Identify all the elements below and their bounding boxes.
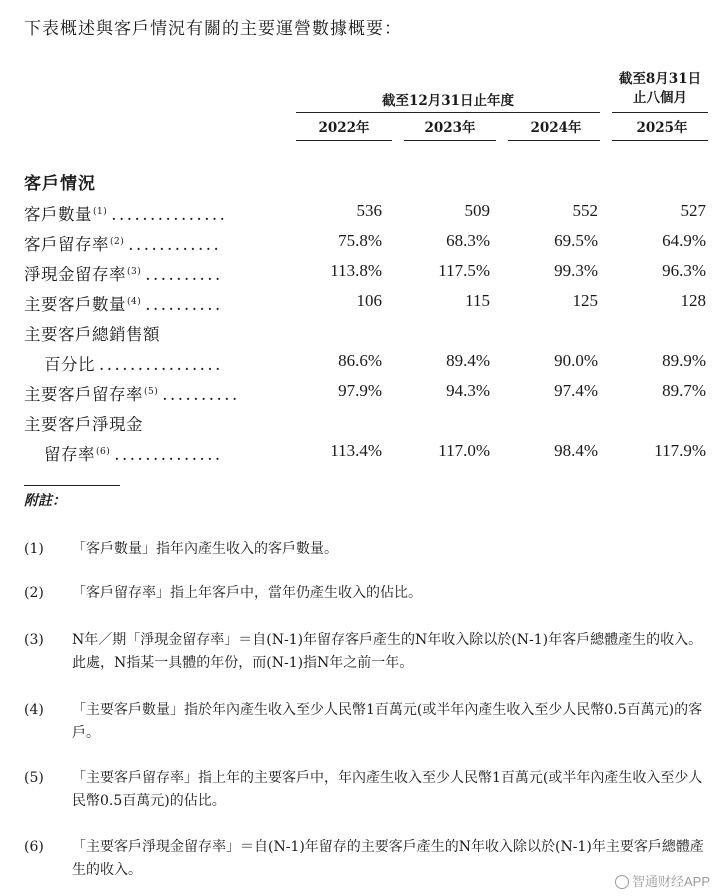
- cell-value: 89.4%: [446, 351, 490, 370]
- cell-value: 69.5%: [554, 231, 598, 250]
- row-label: 客戶留存率$^{(2)}$ ............: [24, 235, 222, 254]
- section-title: 客戶情況: [24, 174, 96, 194]
- note-number: (3): [24, 632, 44, 648]
- cell-value: 96.3%: [662, 261, 706, 280]
- note-text: 「客戶留存率」指上年客戶中，當年仍產生收入的佔比。: [72, 585, 422, 601]
- note-number: (6): [24, 839, 44, 855]
- notes-divider: [24, 485, 120, 486]
- year-rule-2025: [612, 140, 708, 141]
- year-header-2023: 2023年: [424, 120, 476, 136]
- note-text: 「主要客戶數量」指於年內產生收入至少人民幣1百萬元(或半年內產生收入至少人民幣0.5百萬元)的客戶。: [72, 702, 703, 741]
- note-text: 「主要客戶留存率」指上年的主要客戶中，年內產生收入至少人民幣1百萬元(或半年內產生收入至少人民幣0.5百萬元)的佔比。: [72, 770, 703, 809]
- cell-value: 98.4%: [554, 441, 598, 460]
- cell-value: 97.9%: [338, 381, 382, 400]
- note-number: (4): [24, 702, 44, 718]
- table-row: [0, 409, 720, 439]
- group-header-rule: [296, 112, 600, 113]
- note-text: N年／期「淨現金留存率」＝自(N-1)年留存客戶產生的N年收入除以於(N-1)年客戶總體產生的收入。此處，N指某一具體的年份，而(N-1)指N年之前一年。: [72, 632, 703, 671]
- cell-value: 89.9%: [662, 351, 706, 370]
- note-number: (5): [24, 770, 44, 786]
- year-rule-2022: [296, 140, 392, 141]
- cell-value: 106: [356, 291, 382, 310]
- intro-text: 下表概述與客戶情況有關的主要運營數據概要：: [24, 19, 402, 39]
- cell-value: 94.3%: [446, 381, 490, 400]
- last-col-header-rule: [612, 112, 708, 113]
- cell-value: 75.8%: [338, 231, 382, 250]
- cell-value: 89.7%: [662, 381, 706, 400]
- cell-value: 117.5%: [438, 261, 490, 280]
- year-header-2025: 2025年: [636, 120, 688, 136]
- cell-value: 115: [465, 291, 490, 310]
- row-label: 留存率$^{(6)}$ ..............: [44, 445, 223, 464]
- table-row: [0, 439, 720, 469]
- row-label: 主要客戶數量$^{(4)}$ ..........: [24, 295, 223, 314]
- year-header-2024: 2024年: [530, 120, 582, 136]
- note-text: 「客戶數量」指年內產生收入的客戶數量。: [72, 541, 338, 557]
- cell-value: 113.8%: [330, 261, 382, 280]
- row-label: 淨現金留存率$^{(3)}$ ..........: [24, 265, 223, 284]
- row-label: 客戶數量$^{(1)}$ ...............: [24, 205, 228, 224]
- row-label: 主要客戶總銷售額: [24, 325, 160, 344]
- cell-value: 125: [572, 291, 598, 310]
- table-row: [0, 349, 720, 379]
- cell-value: 90.0%: [554, 351, 598, 370]
- year-rule-2023: [404, 140, 496, 141]
- group-header: 截至12月31日止年度: [381, 93, 515, 109]
- year-rule-2024: [508, 140, 600, 141]
- table-row: [0, 379, 720, 409]
- note-number: (2): [24, 585, 44, 601]
- table-row: [0, 319, 720, 349]
- notes-title: 附註：: [24, 493, 66, 509]
- table-row: [0, 229, 720, 259]
- cell-value: 552: [572, 201, 598, 220]
- row-label: 百分比 ................: [44, 355, 223, 374]
- table-row: [0, 259, 720, 289]
- watermark-text: 智通财经APP: [631, 874, 710, 889]
- cell-value: 536: [356, 201, 382, 220]
- last-col-header-line1: 截至8月31日: [618, 71, 702, 87]
- cell-value: 64.9%: [662, 231, 706, 250]
- row-label: 主要客戶淨現金: [24, 415, 143, 434]
- watermark: [615, 871, 710, 890]
- cell-value: 117.0%: [438, 441, 490, 460]
- cell-value: 509: [464, 201, 490, 220]
- cell-value: 128: [680, 291, 706, 310]
- table-row: [0, 199, 720, 229]
- cell-value: 68.3%: [446, 231, 490, 250]
- row-label: 主要客戶留存率$^{(5)}$ ..........: [24, 385, 240, 404]
- note-text: 「主要客戶淨現金留存率」＝自(N-1)年留存的主要客戶產生的N年收入除以於(N-1)年主要客戶總體產生的收入。: [72, 839, 704, 878]
- note-number: (1): [24, 541, 44, 557]
- cell-value: 86.6%: [338, 351, 382, 370]
- cell-value: 527: [680, 201, 706, 220]
- year-header-2022: 2022年: [318, 120, 370, 136]
- cell-value: 99.3%: [554, 261, 598, 280]
- cell-value: 97.4%: [554, 381, 598, 400]
- cell-value: 117.9%: [654, 441, 706, 460]
- last-col-header-line2: 止八個月: [633, 90, 687, 106]
- cell-value: 113.4%: [330, 441, 382, 460]
- watermark-icon: [615, 875, 629, 889]
- table-row: [0, 289, 720, 319]
